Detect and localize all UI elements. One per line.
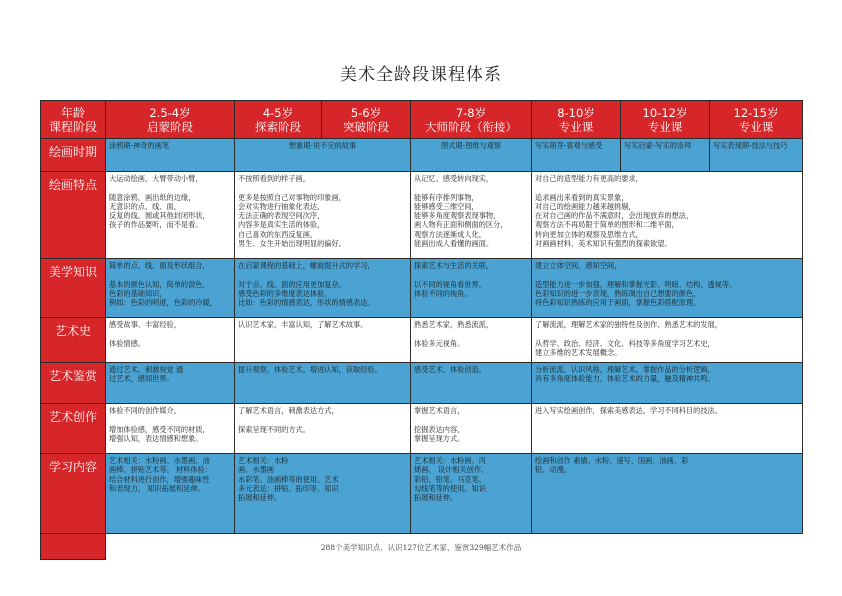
stage-age: 10-12岁 [642,105,688,120]
aesthetics-cell: 简单的点、线、面及形状组合， 基本的颜色认知，简单的混色， 色彩的基础知识， 例如：色彩的明度，色彩的冷暖， [106,259,235,318]
stage-age: 8-10岁 [557,105,595,120]
appreciation-cell: 分析流派，认识风格，理解艺术，掌握作品的分析逻辑， 具有多角度体验能力，体验艺术的力量，触及精神共鸣。 [532,363,803,404]
stage-name: 专业课 [558,119,594,134]
stage-name: 大师阶段（衔接） [425,119,517,134]
period-cell: 想象期-说不完的故事 [235,139,411,172]
period-cell: 图式期-图维与观察 [411,139,532,172]
features-cell: 对自己的造型能力有更高的要求， 追求画出来看到的真实景象， 对自己的绘画能力越来越挑剔， 在对自己画的作品不满意时，会出现放弃的想法， 观察方法不再局限于简单的图形和二维平面， 转向更加立体的观察及思维方式， 对画画材料、美术知识有强烈的探索欲望。 [532,172,803,259]
row-label-history: 艺术史 [41,318,106,363]
header-stage-5 [532,101,621,139]
row-label-features: 绘画特点 [41,172,106,259]
period-cell: 写实启蒙-写实的崇拜 [621,139,710,172]
header-corner [41,101,106,139]
history-cell: 感受故事、丰富经验， 体验情感。 [106,318,235,363]
creation-cell: 体验不同的创作媒介， 增加体验感，感受不同的材质， 增强认知，表达情感和想象。 [106,404,235,454]
stage-name: 启蒙阶段 [147,119,193,134]
header-corner-label: 年龄 课程阶段 [48,105,97,134]
features-cell: 从记忆、感受转向现实， 能够有序排列事物， 能够感受三维空间， 能够多角度观察表现事物， 画人物有正面和侧面的区分， 观察方法逐渐成人化， 能画出成人看懂的画面。 [411,172,532,259]
row-label-creation: 艺术创作 [41,404,106,454]
appreciation-cell: 感受艺术，体验创造。 [411,363,532,404]
stage-name: 突破阶段 [343,119,389,134]
stage-name: 专业课 [647,119,683,134]
header-stage-4 [411,101,532,139]
creation-cell: 了解艺术语言，刺激表达方式， 探索呈现不同的方式。 [235,404,411,454]
stage-age: 2.5-4岁 [149,105,191,120]
row-label-appreciation: 艺术鉴赏 [41,363,106,404]
features-cell: 不按照看到的样子画， 更多是按照自己对事物的印象画， 会对实物进行抽象化表达， 无法正确的表现空间次序， 内容多是真实生活的体验， 自己喜欢的东西反复画， 男生、女生开始出现明显的偏好。 [235,172,411,259]
history-cell: 熟悉艺术家，熟悉流派， 体验多元视角。 [411,318,532,363]
appreciation-cell: 通过艺术，刺激视觉 通 过艺术，感知世界。 [106,363,235,404]
aesthetics-cell: 在启蒙课程的基础上，螺旋提升式的学习， 对于点、线、面的应用更加复杂， 感受色彩的多维度表达体验， 比如：色彩的情感表达，形状的情感表达。 [235,259,411,318]
page-title: 美术全龄段课程体系 [340,65,502,85]
period-cell: 涂鸦期-神奇的画笔 [106,139,235,172]
history-cell: 认识艺术家，丰富认知，了解艺术故事。 [235,318,411,363]
aesthetics-cell: 建立立体空间，感知空间， 造型能力进一步加强，理解和掌握光影、明暗、结构、透视等。 色彩知识的进一步表现，熟练调出自己想要的颜色， 将色彩知识熟练的应用于画面，掌握色彩搭配原理。 [532,259,803,318]
stage-name: 探索阶段 [255,119,301,134]
row-label-period: 绘画时期 [41,139,106,172]
stage-age: 7-8岁 [455,105,487,120]
history-cell: 了解流派，理解艺术家的独特性及创作、熟悉艺术的发展， 从哲学、政治、经济、文化、科技等多角度学习艺术史， 建立多维的艺术发展概念。 [532,318,803,363]
features-cell: 大运动绘画，大臂带动小臂， 随意涂鸦，画出纸的边缘， 无意识的点、线、面， 反复的线、圆或其他封闭形状， 孩子的作品要听，而不是看。 [106,172,235,259]
header-stage-6 [621,101,710,139]
footer-note: 288个美学知识点、认识127位艺术家、鉴赏329幅艺术作品 [320,543,522,552]
content-cell: 艺术相关：水粉 画、水墨画 水彩笔、油画棒等的使用。艺术 多元表达：拼贴、拓印等。知识 拓展和延伸。 [235,454,411,534]
header-stage-1 [106,101,235,139]
row-label-aesthetics: 美学知识 [41,259,106,318]
row-label-content: 学习内容 [41,454,106,534]
content-cell: 艺术相关：水粉画、水墨画、油 画棒、拼贴艺术等。 材料体验： 结合材料进行创作，增强趣味性 和表现力。 知识拓展和延伸。 [106,454,235,534]
header-stage-2 [235,101,322,139]
period-cell: 写实萌芽-客观与感受 [532,139,621,172]
appreciation-cell: 提升观察，体验艺术，增进认知，获取经验。 [235,363,411,404]
header-stage-7 [710,101,803,139]
stage-age: 4-5岁 [262,105,294,120]
creation-cell: 掌握艺术语言， 挖掘表达内容， 掌握呈现方式。 [411,404,532,454]
header-stage-3 [322,101,411,139]
creation-cell: 进入写实绘画创作，探索美感表达，学习不同科目的技法。 [532,404,803,454]
content-cell: 绘画和创作 素描、水粉、速写、国画、油画、彩 铅、动漫。 [532,454,803,534]
period-cell: 写实表现期-技法与技巧 [710,139,803,172]
stage-age: 12-15岁 [733,105,779,120]
aesthetics-cell: 探索艺术与生活的关联， 以不同的视角看世界， 体验不同的视角。 [411,259,532,318]
curriculum-table [40,100,803,560]
stage-name: 专业课 [738,119,774,134]
stage-age: 5-6岁 [350,105,382,120]
content-cell: 艺术相关：水粉画、丙 烯画、 设计相关创作、 彩铅、铅笔、马克笔、 勾线笔等的使用。知识 拓展和延伸。 [411,454,532,534]
